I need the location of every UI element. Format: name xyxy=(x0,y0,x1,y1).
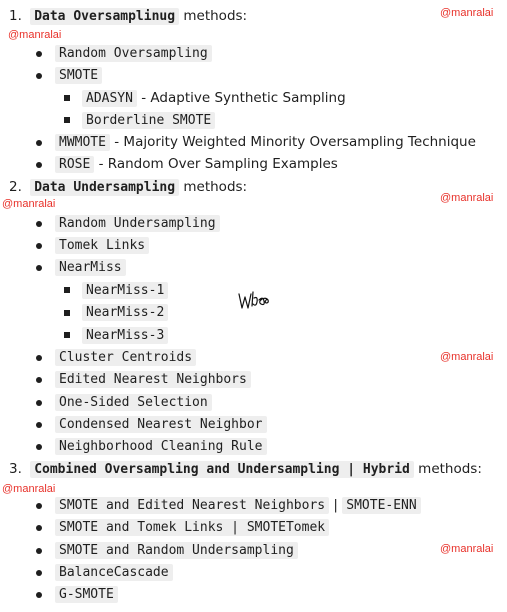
list-item xyxy=(55,562,173,583)
watermark: @manralai xyxy=(2,198,56,210)
method-code: Neighborhood Cleaning Rule xyxy=(55,438,267,455)
section-2-heading xyxy=(9,177,247,198)
bullet-disc xyxy=(36,162,42,168)
method-description: - Majority Weighted Minority Oversampling Technique xyxy=(114,134,476,150)
bullet-square xyxy=(64,287,70,293)
list-item xyxy=(82,280,168,301)
bullet-disc xyxy=(36,570,42,576)
method-code: Edited Nearest Neighbors xyxy=(55,371,251,388)
section-3-heading xyxy=(9,459,482,480)
section-suffix: methods: xyxy=(183,8,248,24)
list-item xyxy=(55,43,212,64)
method-description: - Random Over Sampling Examples xyxy=(98,156,338,172)
bullet-disc xyxy=(36,377,42,383)
section-1-heading xyxy=(9,6,247,27)
method-code: SMOTE and Edited Nearest Neighbors xyxy=(55,497,329,514)
bullet-disc xyxy=(36,422,42,428)
list-item xyxy=(55,154,338,175)
list-item xyxy=(82,88,346,109)
method-code: Cluster Centroids xyxy=(55,349,196,366)
method-code: Borderline SMOTE xyxy=(82,112,215,129)
section-number: 1. xyxy=(9,8,22,24)
bullet-disc xyxy=(36,503,42,509)
watermark: @manralai xyxy=(440,543,494,555)
bullet-square xyxy=(64,332,70,338)
signature-icon xyxy=(236,288,272,314)
method-code: NearMiss xyxy=(55,259,126,276)
watermark: @manralai xyxy=(440,7,494,19)
method-code-alias: SMOTE-ENN xyxy=(342,497,420,514)
bullet-disc xyxy=(36,243,42,249)
method-description: - Adaptive Synthetic Sampling xyxy=(141,90,346,106)
list-item xyxy=(55,369,251,390)
bullet-disc xyxy=(36,51,42,57)
section-title: Data Oversamplinug xyxy=(30,8,179,25)
watermark: @manralai xyxy=(440,192,494,204)
bullet-square xyxy=(64,310,70,316)
method-code: ADASYN xyxy=(82,90,137,107)
section-title: Combined Oversampling and Undersampling | Hybrid xyxy=(30,461,414,478)
list-item xyxy=(55,414,267,435)
bullet-disc xyxy=(36,265,42,271)
list-item xyxy=(82,302,168,323)
list-item xyxy=(55,495,421,516)
bullet-disc xyxy=(36,548,42,554)
section-suffix: methods: xyxy=(183,179,248,195)
watermark: @manralai xyxy=(8,29,62,41)
bullet-disc xyxy=(36,73,42,79)
bullet-square xyxy=(64,95,70,101)
list-item xyxy=(55,584,118,605)
method-code: SMOTE and Random Undersampling xyxy=(55,542,298,559)
list-item xyxy=(55,436,267,457)
method-code: NearMiss-1 xyxy=(82,282,168,299)
method-code: Condensed Nearest Neighbor xyxy=(55,416,267,433)
bullet-disc xyxy=(36,592,42,598)
list-item xyxy=(55,392,212,413)
bullet-disc xyxy=(36,525,42,531)
separator: | xyxy=(333,497,338,513)
section-title: Data Undersampling xyxy=(30,179,179,196)
bullet-disc xyxy=(36,221,42,227)
watermark: @manralai xyxy=(440,351,494,363)
section-number: 2. xyxy=(9,179,22,195)
list-item xyxy=(55,132,476,153)
list-item xyxy=(82,325,168,346)
list-item xyxy=(55,347,196,368)
list-item xyxy=(82,110,215,131)
method-code: MWMOTE xyxy=(55,134,110,151)
list-item xyxy=(55,235,149,256)
bullet-disc xyxy=(36,444,42,450)
method-code: Random Oversampling xyxy=(55,45,212,62)
bullet-square xyxy=(64,117,70,123)
bullet-disc xyxy=(36,355,42,361)
method-code: BalanceCascade xyxy=(55,564,173,581)
list-item xyxy=(55,540,298,561)
list-item xyxy=(55,65,102,86)
method-code: SMOTE and Tomek Links | SMOTETomek xyxy=(55,519,329,536)
method-code: NearMiss-2 xyxy=(82,304,168,321)
bullet-disc xyxy=(36,140,42,146)
method-code: NearMiss-3 xyxy=(82,327,168,344)
watermark: @manralai xyxy=(2,483,56,495)
bullet-disc xyxy=(36,400,42,406)
method-code: Tomek Links xyxy=(55,237,149,254)
method-code: ROSE xyxy=(55,156,94,173)
section-number: 3. xyxy=(9,461,22,477)
method-code: Random Undersampling xyxy=(55,215,220,232)
list-item xyxy=(55,517,329,538)
method-code: SMOTE xyxy=(55,67,102,84)
list-item xyxy=(55,257,126,278)
section-suffix: methods: xyxy=(418,461,482,477)
method-code: G-SMOTE xyxy=(55,586,118,603)
list-item xyxy=(55,213,220,234)
method-code: One-Sided Selection xyxy=(55,394,212,411)
